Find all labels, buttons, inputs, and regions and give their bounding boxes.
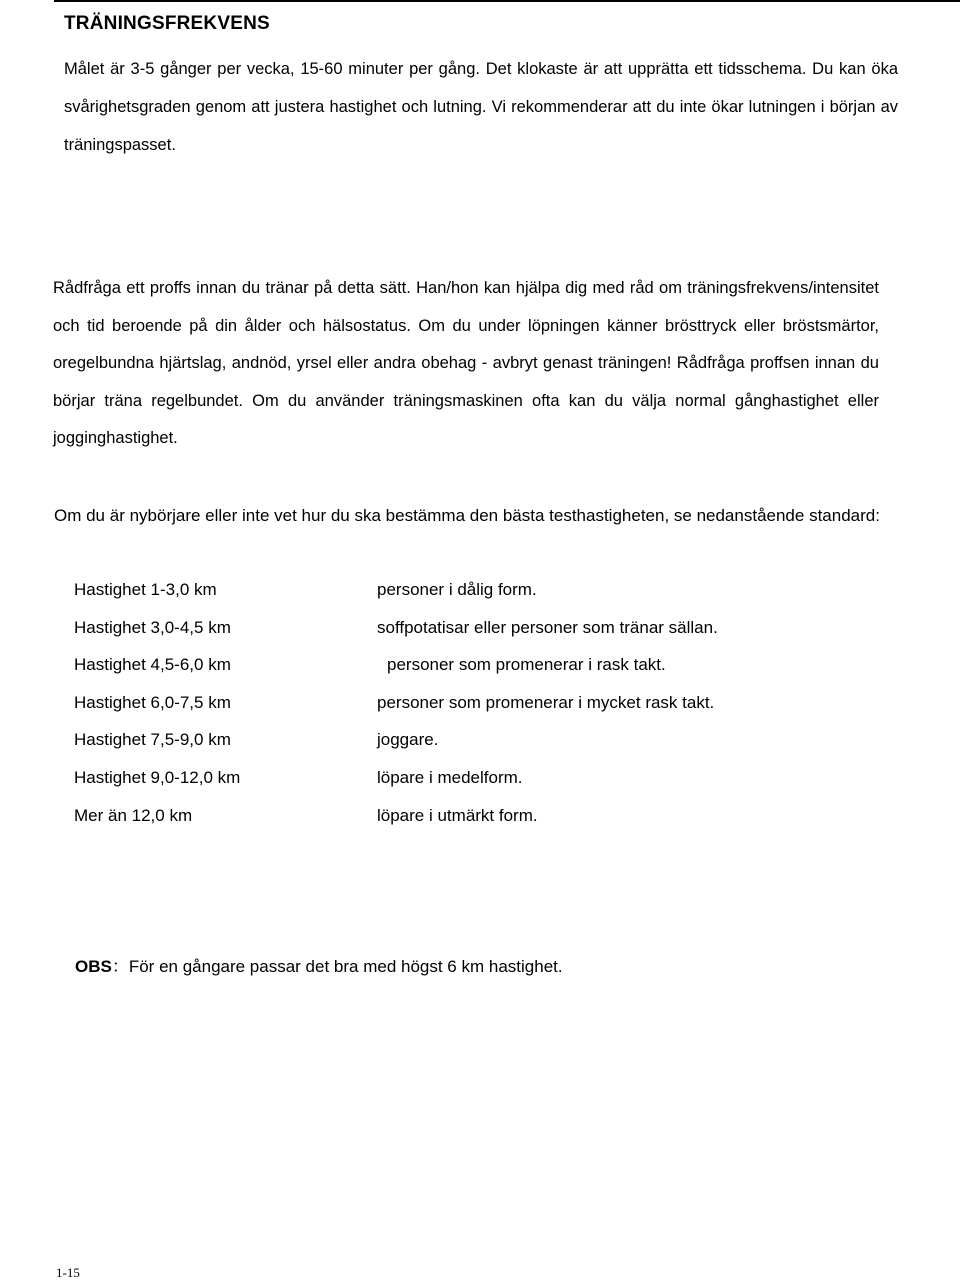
speed-description: personer som promenerar i mycket rask takt. — [377, 692, 715, 712]
note — [75, 954, 563, 980]
note-label: OBS — [75, 957, 112, 976]
section-title: TRÄNINGSFREKVENS — [64, 13, 270, 34]
speed-range: Hastighet 7,5-9,0 km — [74, 730, 231, 750]
speed-row — [74, 609, 794, 647]
speed-description: löpare i medelform. — [377, 767, 523, 787]
speed-row — [74, 759, 794, 797]
speed-description: personer som promenerar i rask takt. — [387, 655, 666, 675]
beginner-paragraph: Om du är nybörjare eller inte vet hur du ska bestämma den bästa testhastigheten, se nedanstående standard: — [54, 506, 880, 525]
speed-range: Hastighet 4,5-6,0 km — [74, 655, 231, 675]
speed-description: personer i dålig form. — [377, 580, 537, 599]
header-rule — [54, 0, 960, 2]
speed-description: soffpotatisar eller personer som tränar sällan. — [377, 617, 718, 637]
speed-row — [74, 646, 794, 684]
speed-range: Hastighet 9,0-12,0 km — [74, 767, 241, 787]
speed-description: joggare. — [377, 730, 439, 750]
speed-description: löpare i utmärkt form. — [377, 805, 538, 825]
speed-row — [74, 721, 794, 759]
speed-range: Hastighet 6,0-7,5 km — [74, 692, 231, 712]
speed-row — [74, 684, 794, 722]
consult-paragraph: Rådfråga ett proffs innan du tränar på detta sätt. Han/hon kan hjälpa dig med råd om träningsfrekvens/intensitet och tid beroende på din ålder och hälsostatus. Om du under löpningen känner brösttryck eller bröstsmärtor, oregelbundna hjärtslag, andnöd, yrsel eller andra obehag - avbryt genast träningen! Rådfråga proffsen innan du börjar träna regelbundet. Om du använder träningsmaskinen ofta kan du välja normal gånghastighet eller jogginghastighet. — [53, 279, 879, 447]
note-separator: ： — [111, 957, 129, 976]
page-number: 1-15 — [56, 1265, 80, 1280]
speed-range: Hastighet 1-3,0 km — [74, 580, 217, 599]
speed-table — [74, 571, 794, 834]
note-text: För en gångare passar det bra med högst 6 km hastighet. — [128, 957, 563, 976]
speed-range: Mer än 12,0 km — [74, 805, 193, 825]
speed-row — [74, 571, 794, 609]
speed-row — [74, 797, 794, 835]
speed-range: Hastighet 3,0-4,5 km — [74, 617, 231, 637]
intro-paragraph: Målet är 3-5 gånger per vecka, 15-60 minuter per gång. Det klokaste är att upprätta ett tidsschema. Du kan öka svårighetsgraden genom att justera hastighet och lutning. Vi rekommenderar att du inte ökar lutningen i början av träningspasset. — [64, 60, 898, 154]
